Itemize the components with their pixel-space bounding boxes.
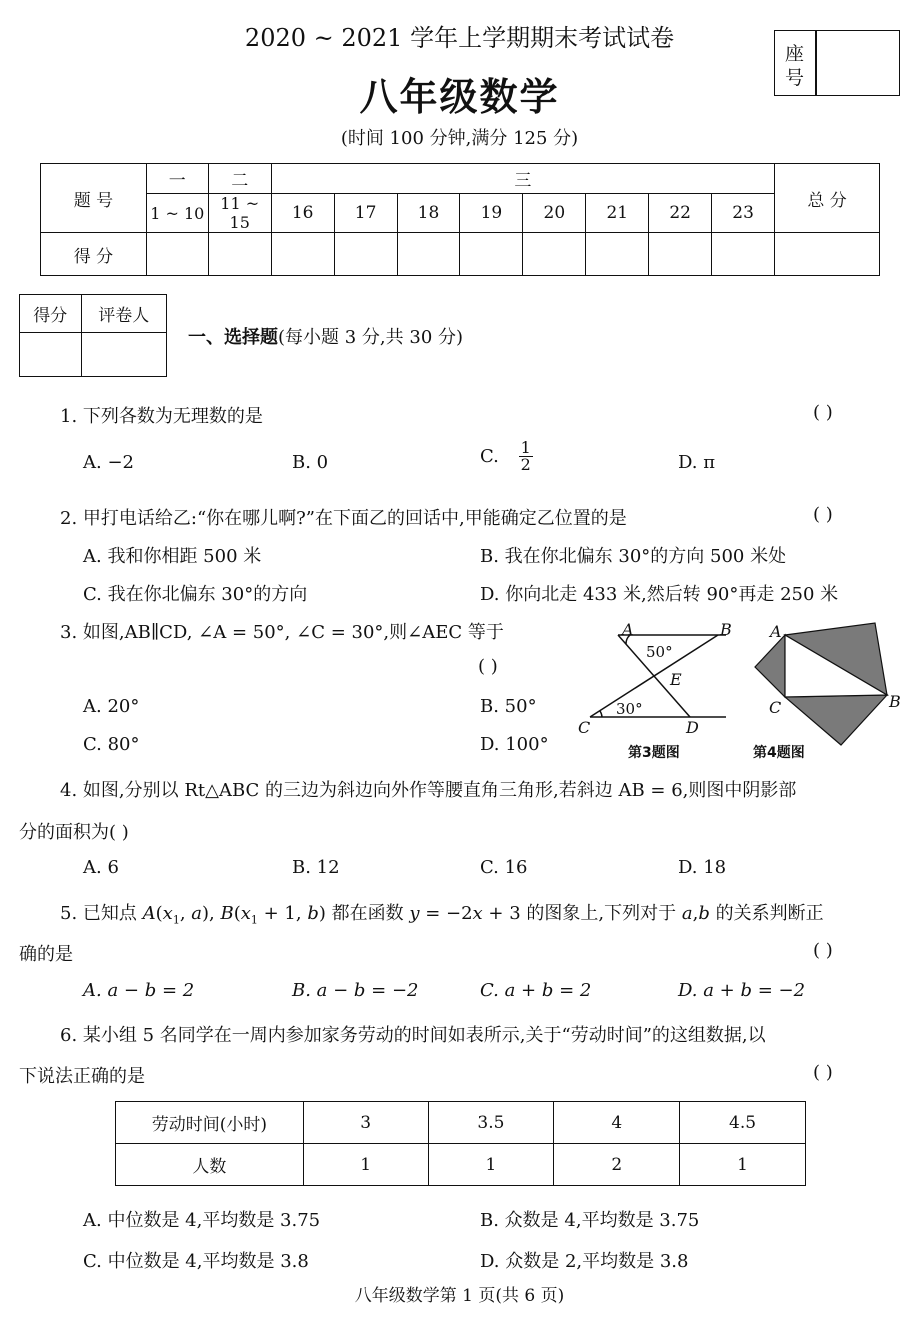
- q4-option-d: D. 18: [678, 857, 727, 878]
- fig4-label-a: A: [770, 622, 782, 641]
- q5-text: (: [233, 903, 241, 924]
- q1-answer-paren[interactable]: ( ): [813, 402, 833, 423]
- score-table-label-tihao: 题 号: [41, 164, 147, 233]
- fig3-label-c: C: [578, 718, 591, 737]
- q5-var-b: b: [307, 903, 319, 924]
- fig3-angle-c-label: 30°: [616, 700, 643, 718]
- q5-text: ,: [692, 903, 699, 924]
- fig4-triangle-on-ac: [755, 635, 785, 697]
- q5-option-b: B. a − b = −2: [292, 980, 419, 1001]
- q1-fraction-numerator: 1: [520, 438, 531, 457]
- q5-point-a: A: [142, 903, 156, 924]
- score-table-col-17: 17: [334, 194, 397, 233]
- q6-table-count-value: 2: [554, 1144, 680, 1186]
- score-cell[interactable]: [586, 233, 649, 276]
- grader-name-cell[interactable]: [81, 333, 166, 377]
- grader-score-cell[interactable]: [20, 333, 82, 377]
- q5-text: (: [155, 903, 163, 924]
- score-table-col-16: 16: [271, 194, 334, 233]
- score-cell[interactable]: [146, 233, 208, 276]
- q6-option-b: B. 众数是 4,平均数是 3.75: [480, 1210, 700, 1231]
- score-table-label-zongfen: 总 分: [775, 164, 880, 233]
- q5-text: + 1,: [257, 903, 308, 924]
- q4-option-c: C. 16: [480, 857, 528, 878]
- q5-stem-line1: [60, 899, 824, 927]
- score-cell[interactable]: [208, 233, 271, 276]
- q6-answer-paren[interactable]: ( ): [813, 1062, 833, 1083]
- q3-option-b: B. 50°: [480, 696, 537, 717]
- q6-stem-line2: 下说法正确的是: [19, 1066, 145, 1087]
- grader-box: [19, 294, 167, 377]
- score-cell[interactable]: [523, 233, 586, 276]
- q5-subscript: 1: [172, 913, 180, 927]
- q2-option-b: B. 我在你北偏东 30°的方向 500 米处: [480, 546, 787, 567]
- q6-option-c: C. 中位数是 4,平均数是 3.8: [83, 1251, 309, 1272]
- q6-table-count-value: 1: [303, 1144, 428, 1186]
- score-table-col-22: 22: [649, 194, 712, 233]
- q3-option-c: C. 80°: [83, 734, 140, 755]
- q2-option-a: A. 我和你相距 500 米: [83, 546, 262, 567]
- q5-text: + 3 的图象上,下列对于: [482, 903, 682, 924]
- score-table-col-18: 18: [397, 194, 460, 233]
- exam-subject-title: 八年级数学: [359, 74, 560, 119]
- q1-option-d: D. π: [678, 452, 716, 473]
- score-cell[interactable]: [397, 233, 460, 276]
- seat-label-2: 号: [785, 67, 805, 89]
- q3-answer-paren[interactable]: ( ): [478, 656, 498, 677]
- score-table-col-19: 19: [460, 194, 523, 233]
- q5-answer-paren[interactable]: ( ): [813, 940, 833, 961]
- grader-box-score-label: 得分: [20, 295, 82, 333]
- q6-table-hours-value: 4: [554, 1102, 680, 1144]
- grader-box-grader-label: 评卷人: [81, 295, 166, 333]
- score-cell[interactable]: [334, 233, 397, 276]
- section1-title-bold: 一、选择题: [188, 327, 278, 348]
- score-cell[interactable]: [460, 233, 523, 276]
- q5-stem-line2: 确的是: [19, 944, 73, 965]
- q1-option-a: A. −2: [83, 452, 134, 473]
- q5-option-a: A. a − b = 2: [83, 980, 195, 1001]
- q5-text: = −2: [419, 903, 473, 924]
- q1-option-b: B. 0: [292, 452, 329, 473]
- q5-text: ) 都在函数: [318, 903, 410, 924]
- q2-answer-paren[interactable]: ( ): [813, 504, 833, 525]
- q5-option-c: C. a + b = 2: [480, 980, 592, 1001]
- q5-subscript: 1: [250, 913, 258, 927]
- q5-text: 的关系判断正: [709, 903, 824, 924]
- fig3-label-d: D: [686, 718, 699, 737]
- q6-table-count-value: 1: [680, 1144, 806, 1186]
- q6-table-header-hours: 劳动时间(小时): [116, 1102, 304, 1144]
- q6-table-header-count: 人数: [116, 1144, 304, 1186]
- fig3-label-e: E: [670, 670, 682, 689]
- score-cell[interactable]: [712, 233, 775, 276]
- exam-header-line1: 2020 ~ 2021 学年上学期期末考试试卷: [244, 24, 675, 52]
- seat-number-box: [774, 30, 900, 96]
- q5-var-x: x: [472, 903, 483, 924]
- score-table-col-20: 20: [523, 194, 586, 233]
- q5-var-x: x: [240, 903, 251, 924]
- q1-option-c: [480, 440, 533, 473]
- q5-var-y: y: [409, 903, 420, 924]
- fig4-caption: 第4题图: [753, 745, 805, 761]
- q6-stem-line1: 6. 某小组 5 名同学在一周内参加家务劳动的时间如表所示,关于“劳动时间”的这组数据,以: [60, 1025, 766, 1046]
- score-table-section-1: 一: [146, 164, 208, 194]
- q5-text: 5. 已知点: [60, 903, 143, 924]
- q5-var-b: b: [698, 903, 710, 924]
- q3-option-d: D. 100°: [480, 734, 549, 755]
- score-cell-total[interactable]: [775, 233, 880, 276]
- section1-title: [188, 323, 463, 349]
- q1-stem: 1. 下列各数为无理数的是: [60, 406, 263, 427]
- q5-var-a: a: [191, 903, 202, 924]
- score-table-range-1: 1 ~ 10: [146, 194, 208, 233]
- score-table-section-2: 二: [208, 164, 271, 194]
- q6-table-hours-value: 3: [303, 1102, 428, 1144]
- q4-stem-line1: 4. 如图,分别以 Rt△ABC 的三边为斜边向外作等腰直角三角形,若斜边 AB = 6,则图中阴影部: [60, 780, 797, 801]
- q5-var-x: x: [162, 903, 173, 924]
- score-table-col-21: 21: [586, 194, 649, 233]
- q5-var-a: a: [681, 903, 693, 924]
- q3-stem: 3. 如图,AB∥CD, ∠A = 50°, ∠C = 30°,则∠AEC 等于: [60, 622, 504, 643]
- q1-option-c-fraction: [519, 440, 533, 473]
- score-cell[interactable]: [649, 233, 712, 276]
- q6-option-a: A. 中位数是 4,平均数是 3.75: [83, 1210, 321, 1231]
- q5-text: ),: [202, 903, 221, 924]
- fig3-angle-c-arc: [600, 711, 602, 717]
- fig3-angle-a-label: 50°: [646, 643, 673, 661]
- fig3-caption: 第3题图: [628, 745, 680, 761]
- score-table-col-23: 23: [712, 194, 775, 233]
- fig3-label-b: B: [720, 620, 732, 639]
- q6-table-hours-value: 4.5: [680, 1102, 806, 1144]
- fig4-label-c: C: [769, 698, 782, 717]
- q5-text: ,: [179, 903, 192, 924]
- q6-labor-time-table: [115, 1101, 806, 1186]
- q4-option-a: A. 6: [83, 857, 119, 878]
- score-table-section-3: 三: [271, 164, 774, 194]
- exam-time-score: (时间 100 分钟,满分 125 分): [340, 128, 579, 149]
- fig4-triangle-on-bc: [785, 695, 887, 745]
- page-footer: 八年级数学第 1 页(共 6 页): [354, 1286, 565, 1306]
- section1-title-rest: (每小题 3 分,共 30 分): [278, 327, 464, 348]
- q2-stem: 2. 甲打电话给乙:“你在哪儿啊?”在下面乙的回话中,甲能确定乙位置的是: [60, 508, 627, 529]
- q3-option-a: A. 20°: [83, 696, 140, 717]
- score-cell[interactable]: [271, 233, 334, 276]
- q6-option-d: D. 众数是 2,平均数是 3.8: [480, 1251, 689, 1272]
- q2-option-c: C. 我在你北偏东 30°的方向: [83, 584, 308, 605]
- q6-table-count-value: 1: [428, 1144, 554, 1186]
- q6-table-hours-value: 3.5: [428, 1102, 554, 1144]
- q1-fraction-denominator: 2: [520, 455, 531, 474]
- q4-option-b: B. 12: [292, 857, 340, 878]
- score-table-range-2: 11 ~ 15: [208, 194, 271, 233]
- seat-label-1: 座: [785, 43, 805, 65]
- score-table-label-defen: 得 分: [41, 233, 147, 276]
- q5-point-b: B: [220, 903, 234, 924]
- q2-option-d: D. 你向北走 433 米,然后转 90°再走 250 米: [480, 584, 839, 605]
- fig3-label-a: A: [622, 620, 634, 639]
- figure-3-diagram: [570, 615, 740, 765]
- q4-stem-line2: 分的面积为( ): [19, 822, 129, 843]
- figure-4-diagram: [745, 615, 915, 765]
- fig4-label-b: B: [889, 692, 901, 711]
- q5-option-d: D. a + b = −2: [678, 980, 806, 1001]
- q1-option-c-prefix: C.: [480, 446, 499, 467]
- score-table: [40, 163, 880, 276]
